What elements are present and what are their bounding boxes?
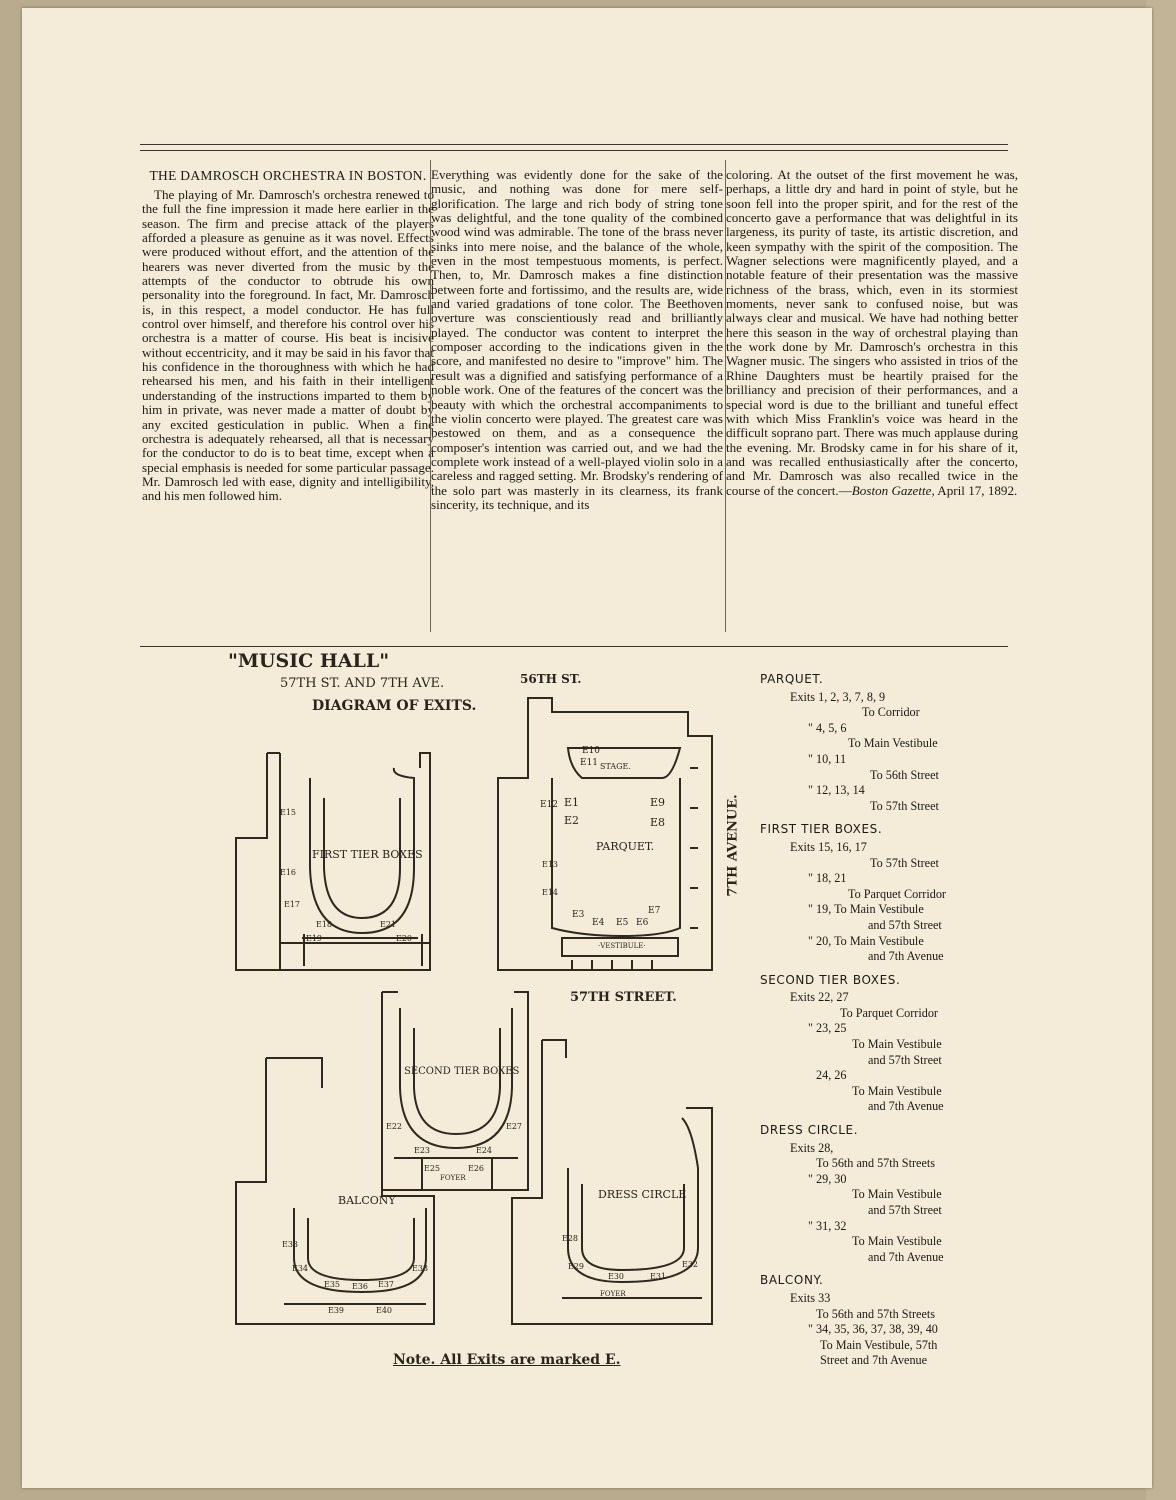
- stage-label: STAGE.: [600, 762, 631, 771]
- legend-line: Exits 1, 2, 3, 7, 8, 9: [790, 689, 886, 704]
- exit-label: E39: [328, 1306, 345, 1315]
- exit-label: E6: [636, 918, 649, 928]
- exit-label: E13: [542, 860, 559, 869]
- legend-section-balcony: [760, 1273, 970, 1369]
- exit-label: E35: [324, 1280, 341, 1289]
- article-source: Boston Gazette,: [851, 482, 935, 498]
- street-57-label: 57TH STREET.: [570, 990, 677, 1005]
- legend-line: To Main Vestibule, 57th: [820, 1337, 938, 1352]
- exit-label: E15: [280, 808, 297, 817]
- exit-label: E14: [542, 888, 559, 897]
- exit-label: E31: [650, 1272, 667, 1281]
- legend-heading: FIRST TIER BOXES.: [760, 822, 883, 837]
- legend-line: Exits 28,: [790, 1140, 834, 1155]
- balcony-seating-inner: [308, 1218, 414, 1280]
- legend-line: " 20, To Main Vestibule: [808, 933, 924, 948]
- article-text-col1: The playing of Mr. Damrosch's orchestra renewed to the full the fine impression it made here earlier in the season. The firm and precise attack of the players afforded a pleasure as genuine as it was novel. Effects were produced without effort, and the attention of the hearers was never diverted from the music by the attempts of the conductor to obtrude his own personality into the foreground. In fact, Mr. Damrosch is, in this respect, a model conductor. He has full control over himself, and therefore his control over his orchestra is a matter of course. His beat is incisive without eccentricity, and it may be said in his favor that his confidence in the thoroughness with which he had rehearsed his men, and his faith in their intelligent understanding of the instructions imparted to them by him in private, was never made a matter of doubt by any excited gesticulation in public. When a fine orchestra is adequately rehearsed, all that is necessary for the conductor to do is to beat time, except when a special emphasis is needed for some particular passage. Mr. Damrosch led with ease, dignity and intelligibility, and his men followed him.: [142, 187, 434, 504]
- exit-label: E2: [564, 814, 580, 827]
- second-tier-outline: [382, 992, 528, 1190]
- plan-second-tier: [382, 992, 528, 1190]
- legend-line: and 7th Avenue: [868, 949, 944, 964]
- exit-label: E3: [572, 910, 585, 920]
- legend-heading: BALCONY.: [760, 1273, 824, 1288]
- vestibule-label: ·VESTIBULE·: [598, 942, 646, 950]
- exit-label: E8: [650, 816, 666, 829]
- diagram-address: 57TH ST. AND 7TH AVE.: [280, 676, 445, 691]
- second-tier-foyer-label: FOYER: [440, 1174, 466, 1182]
- exit-label: E28: [562, 1234, 579, 1243]
- exit-label: E7: [648, 906, 661, 916]
- legend-line: To Main Vestibule: [852, 1037, 942, 1052]
- exit-label: E34: [292, 1264, 309, 1273]
- diagram-title: "MUSIC HALL": [228, 650, 390, 672]
- legend-heading: DRESS CIRCLE.: [760, 1123, 859, 1138]
- second-tier-boxes-arc: [400, 1008, 512, 1148]
- legend-line: and 57th Street: [868, 917, 942, 932]
- exit-label: E20: [396, 934, 413, 943]
- legend-line: To 56th Street: [870, 767, 939, 782]
- second-tier-boxes-arc-inner: [414, 1028, 500, 1134]
- plan-dress-circle: [512, 1040, 712, 1324]
- exit-legend: [760, 664, 970, 1369]
- first-tier-label: FIRST TIER BOXES: [312, 848, 423, 861]
- exit-label: E19: [306, 934, 323, 943]
- exit-label: E40: [376, 1306, 393, 1315]
- legend-line: and 57th Street: [868, 1052, 942, 1067]
- avenue-7-label: 7TH AVENUE.: [725, 794, 741, 897]
- exit-label: E37: [378, 1280, 395, 1289]
- dress-circle-foyer-label: FOYER: [600, 1290, 626, 1298]
- legend-line: To Parquet Corridor: [840, 1005, 938, 1020]
- legend-line: " 29, 30: [808, 1171, 847, 1186]
- exit-label: E11: [580, 758, 599, 768]
- legend-line: " 34, 35, 36, 37, 38, 39, 40: [808, 1322, 938, 1337]
- legend-line: Street and 7th Avenue: [820, 1353, 928, 1368]
- exit-label: E10: [582, 746, 601, 756]
- article-title: THE DAMROSCH ORCHESTRA IN BOSTON.: [149, 168, 427, 183]
- legend-heading: SECOND TIER BOXES.: [760, 972, 901, 987]
- exit-label: E38: [412, 1264, 429, 1273]
- legend-line: Exits 15, 16, 17: [790, 839, 867, 854]
- legend-line: " 18, 21: [808, 871, 847, 886]
- document-page: [22, 8, 1152, 1488]
- exit-label: E5: [616, 918, 629, 928]
- legend-line: To Main Vestibule: [852, 1187, 942, 1202]
- legend-line: To Main Vestibule: [852, 1234, 942, 1249]
- parquet-doors: [572, 960, 652, 970]
- exit-label: E27: [506, 1122, 523, 1131]
- article-date: April 17, 1892.: [937, 482, 1018, 498]
- legend-line: To 57th Street: [870, 798, 939, 813]
- legend-line: and 7th Avenue: [868, 1099, 944, 1114]
- article-text-col2: Everything was evidently done for the sake of the music, and nothing was done for mere self-glorification. The large and rich body of string tone was delightful, and the tone quality of the combined wood wind was admirable. The tone of the brass never sinks into mere noise, and the balance of the whole, even in the most tempestuous moments, is perfect. Then, to, Mr. Damrosch makes a fine distinction between forte and fortissimo, and the results are, wide and varied gradations of tone color. The Beethoven overture was conscientiously read and brilliantly played. The conductor was content to interpret the composer according to the indications given in the score, and manifested no desire to "improve" him. The result was a dignified and satisfying performance of a noble work. One of the features of the concert was the beauty with which the orchestral accompaniments to the violin concerto were played. The greatest care was bestowed on them, and as a consequence the composer's intention was carried out, and we had the complete work instead of a well-played violin solo in a careless and ragged setting. Mr. Brodsky's rendering of the solo part was masterly in its clearness, its frank sincerity, its technique, and its: [431, 167, 723, 512]
- legend-section-dress-circle: [760, 1123, 970, 1265]
- exit-label: E25: [424, 1164, 441, 1173]
- legend-line: To 56th and 57th Streets: [816, 1156, 935, 1171]
- legend-section-parquet: [760, 672, 970, 814]
- parquet-label: PARQUET.: [596, 840, 655, 853]
- legend-line: To Main Vestibule: [852, 1083, 942, 1098]
- exit-label: E30: [608, 1272, 625, 1281]
- exit-label: E22: [386, 1122, 403, 1131]
- exit-label: E24: [476, 1146, 493, 1155]
- legend-line: To Parquet Corridor: [848, 886, 946, 901]
- legend-line: " 19, To Main Vestibule: [808, 902, 924, 917]
- second-tier-label: SECOND TIER BOXES: [404, 1066, 520, 1077]
- plan-parquet: [498, 698, 712, 970]
- legend-line: " 31, 32: [808, 1218, 847, 1233]
- legend-line: To 57th Street: [870, 855, 939, 870]
- legend-section-second-tier: [760, 973, 970, 1115]
- exit-label: E32: [682, 1260, 699, 1269]
- exit-label: E18: [316, 920, 333, 929]
- legend-heading: PARQUET.: [760, 672, 824, 686]
- exit-label: E9: [650, 796, 666, 809]
- diagram-subtitle: DIAGRAM OF EXITS.: [312, 698, 477, 714]
- exit-label: E33: [282, 1240, 299, 1249]
- legend-line: and 7th Avenue: [868, 1249, 944, 1264]
- legend-line: To Corridor: [862, 705, 920, 720]
- legend-line: Exits 22, 27: [790, 990, 849, 1005]
- legend-line: " 10, 11: [808, 751, 847, 766]
- legend-line: " 4, 5, 6: [808, 720, 847, 735]
- parquet-east-windows: [690, 768, 698, 928]
- legend-line: and 57th Street: [868, 1203, 942, 1217]
- exit-label: E12: [540, 800, 559, 810]
- exit-label: E36: [352, 1282, 369, 1291]
- exit-label: E26: [468, 1164, 485, 1173]
- legend-line: " 12, 13, 14: [808, 783, 865, 798]
- balcony-label: BALCONY: [338, 1194, 396, 1207]
- exit-label: E29: [568, 1262, 585, 1271]
- exit-label: E21: [380, 920, 397, 929]
- exit-label: E17: [284, 900, 301, 909]
- exit-label: E4: [592, 918, 605, 928]
- exit-label: E16: [280, 868, 297, 877]
- diagram-note: Note. All Exits are marked E.: [393, 1352, 621, 1368]
- legend-line: " 23, 25: [808, 1021, 847, 1036]
- legend-line: To 56th and 57th Streets: [816, 1306, 935, 1321]
- street-56-label: 56TH ST.: [520, 672, 582, 686]
- legend-section-first-tier: [760, 822, 970, 964]
- article-col3-body: coloring. At the outset of the first movement he was, perhaps, a little dry and hard in point of style, but he soon fell into the proper spirit, and for the rest of the concerto gave a performance that was delightful in its largeness, its purity of taste, its artistic discretion, and keen sympathy with the spirit of the composition. The Wagner selections were magnificently played, and a notable feature of their presentation was the massive richness of the brass, which, even in its stormiest moments, never sank to confused noise, but was always clear and musical. We have had nothing better here this season in the way of orchestral playing than the work done by Mr. Damrosch's orchestra in this Wagner music. The singers who assisted in trios of the Rhine Daughters must be heartily praised for the brilliancy and precision of their performances, and a special word is due to the brilliant and tuneful effect with which Miss Franklin's voice was heard in the difficult soprano part. There was much applause during the evening. Mr. Brodsky came in for his share of it, and was recalled enthusiastically after the concerto, and Mr. Damrosch was also recalled twice in the course of the concert.—: [726, 167, 1018, 498]
- dress-circle-label: DRESS CIRCLE: [598, 1188, 687, 1201]
- exit-label: E23: [414, 1146, 431, 1155]
- legend-line: To Main Vestibule: [848, 736, 938, 751]
- legend-line: 24, 26: [816, 1068, 847, 1083]
- exit-label: E1: [564, 796, 580, 809]
- legend-line: Exits 33: [790, 1290, 831, 1305]
